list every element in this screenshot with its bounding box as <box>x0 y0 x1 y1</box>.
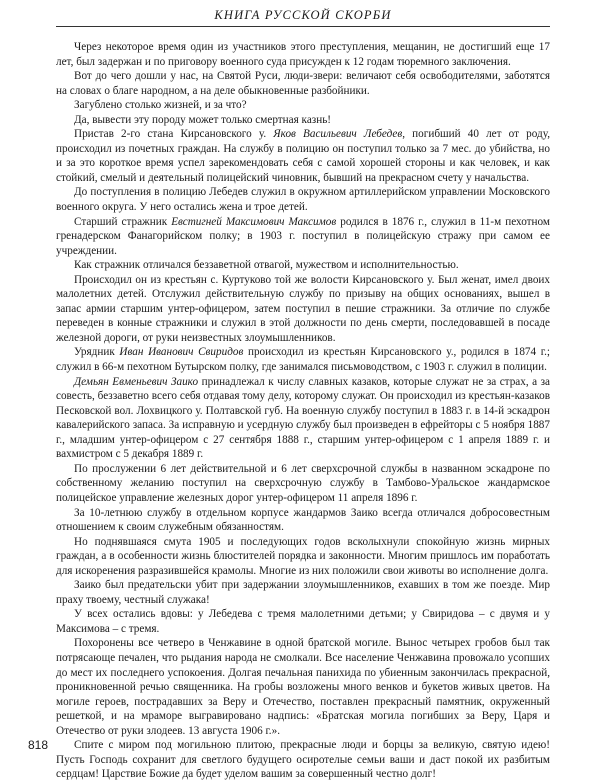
paragraph: У всех остались вдовы: у Лебедева с тремя малолетними детьми; у Свиридова – с двумя и у Максимова – с тремя. <box>56 608 550 635</box>
paragraph <box>56 375 550 462</box>
person-name: Яков Васильевич Лебедев <box>273 128 403 141</box>
paragraph: Заико был предательски убит при задержании злоумышленников, ехавших в том же поезде. Мир праху твоему, честный служака! <box>56 579 550 606</box>
paragraph: Похоронены все четверо в Ченжавине в одной братской могиле. Вынос четырех гробов был так потрясающе печален, что рыдания народа не смолкали. Все население Ченжавина провожало усопших до мест их последнего успокоения. Долгая печальная панихида по убиенным закончилась прекрасной, проникновенной речью священника. На гробы возложены много венков и букетов живых цветов. На могиле героев, пострадавших за Веру и Отечество, поставлен прекрасный памятник, окруженный решеткой, и на мраморе выгравировано надпись: «Братская могила погибших за Веру, Царя и Отечество от руки злодеев. 13 августа 1906 г.». <box>56 637 550 737</box>
person-name: Иван Иванович Свиридов <box>119 346 244 359</box>
paragraph: Спите с миром под могильною плитою, прекрасные люди и борцы за великую, святую идею! Пусть Господь сохранит для светлого будущего осиротелые семьи ваши и даст покой их разбитым сердцам! Царствие Божие да будет уделом вашим за совершенный честно долг! <box>56 739 550 781</box>
page-number: 818 <box>28 738 49 752</box>
paragraph: За 10-летнюю службу в отдельном корпусе жандармов Заико всегда отличался добросовестным отношением к своим служебным обязанностям. <box>56 506 550 534</box>
paragraph-text: принадлежал к числу славных казаков, которые служат не за страх, а за совесть, беззаветно всего себя отдавая тому делу, которому служат. Он происходил из крестьян-казаков Песковской вол. Лохвицкого у. Полтавской губ. На военную службу поступил в 1883 г. в 14-й эскадрон кавалерийского запаса. За исправную и усердную службу был произведен в ефрейторы с 5 ноября 1887 г., младшим унтер-офицером с 27 сентября 1888 г., старшим унтер-офицером с 1 апреля 1889 г. и вахмистром с 5 декабря 1889 г. <box>56 375 550 461</box>
running-header: КНИГА РУССКОЙ СКОРБИ <box>56 8 550 27</box>
paragraph-text: родился в 1876 г., служил в 11-м пехотном гренадерском Фанагорийском полку; в 1903 г. поступил в полицейскую стражу при самом ее учреждении. <box>56 215 550 257</box>
paragraph <box>56 215 550 259</box>
paragraph: По прослужении 6 лет действительной и 6 лет сверхсрочной службы в названном эскадроне по собственному желанию поступил на сверхсрочную службу в Тамбово-Уральское жандармское полицейское управление железных дорог унтер-офицером 11 апреля 1896 г. <box>56 462 550 504</box>
paragraph-text: происходил из крестьян Кирсановского у., родился в 1874 г.; служил в 66-м пехотном Бутырском полку, где занимался письмоводством, с 1903 г. служил в полиции. <box>56 346 550 374</box>
paragraph <box>56 345 550 374</box>
paragraph: Но поднявшаяся смута 1905 и последующих годов всколыхнули спокойную жизнь мирных граждан, а в особенности жизнь блюстителей порядка и законности. Многим пришлось им поработать для искоренения разразившейся крамолы. Многие из них положили свои животы во исполнение долга. <box>56 535 550 577</box>
person-name: Евстигней Максимович Максимов <box>171 215 337 228</box>
paragraph-text: Старший стражник <box>74 215 172 228</box>
paragraph: Происходил он из крестьян с. Куртуково той же волости Кирсановского у. Был женат, имел двоих малолетних детей. Отслужил действительную службу по призыву на общих основаниях, вышел в запас армии старшим унтер-офицером, затем поступил в пешие стражники. За отличие по службе переведен в конные стражники и служил в этой должности по день смерти, последовавшей в посаде железной дороги, от руки неизвестных злоумышленников. <box>56 273 550 344</box>
paragraph: Как стражник отличался беззаветной отвагой, мужеством и исполнительностью. <box>74 259 459 272</box>
paragraph-text: , погибший 40 лет от роду, происходил из почетных граждан. На службу в полицию он поступил только за 7 мес. до убийства, но и за это короткое время успел зарекомендовать себя с самой хорошей стороны и как человек, и как стойкий, смелый и деятельный полицейский чиновник, бывший на прекрасном счету у начальства. <box>56 128 550 184</box>
paragraph-text: Пристав 2-го стана Кирсановского у. <box>74 128 274 141</box>
person-name: Демьян Евменьевич Заико <box>74 375 199 388</box>
paragraph <box>56 127 550 185</box>
paragraph: До поступления в полицию Лебедев служил в окружном артиллерийском управлении Московского военного округа. У него остались жена и трое детей. <box>56 186 550 214</box>
paragraph: Загублено столько жизней, и за что? <box>74 99 247 112</box>
paragraph: Через некоторое время один из участников этого преступления, мещанин, не достигший еще 17 лет, был задержан и по приговору военного суда присужден к 12 годам тюремного заключения. <box>56 41 550 68</box>
paragraph-text: Урядник <box>74 346 120 359</box>
page-body <box>56 40 550 782</box>
paragraph: Вот до чего дошли у нас, на Святой Руси, люди-звери: величают себя освободителями, заботятся на словах о благе народном, а на деле обыкновенные разбойники. <box>56 70 550 97</box>
paragraph: Да, вывести эту породу может только смертная казнь! <box>74 113 332 126</box>
